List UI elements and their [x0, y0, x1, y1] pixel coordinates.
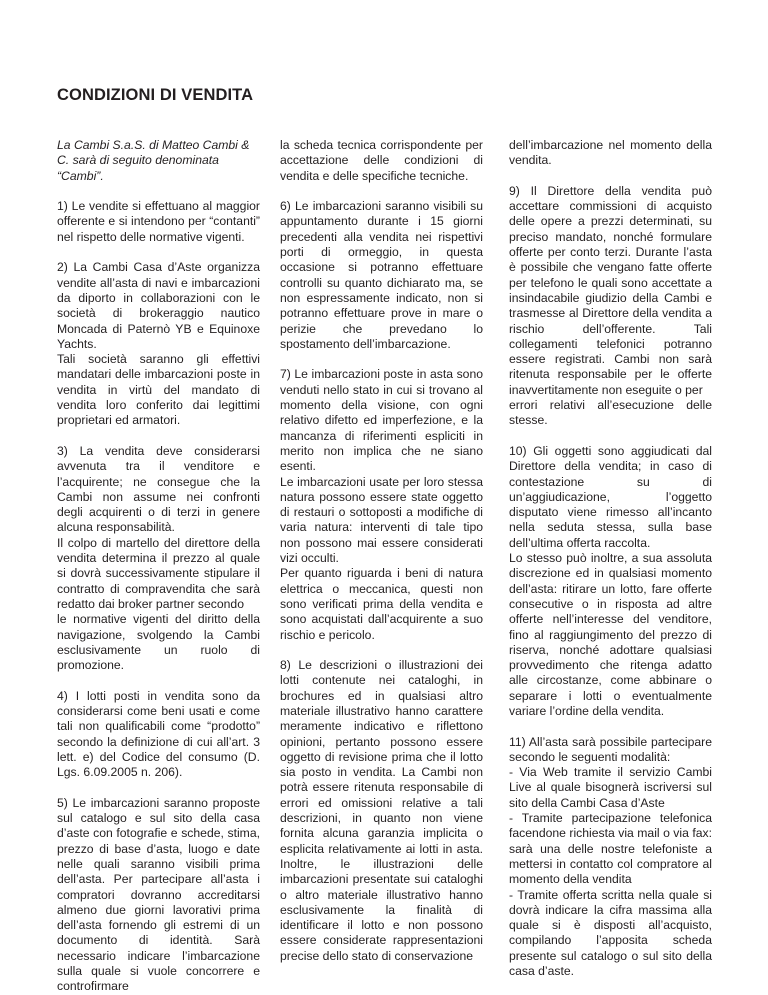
clause-3: 3) La vendita deve considerarsi avvenuta tra il venditore e l’acquirente; ne consegue che la Cambi non assume nei confronti degli acquirenti o di terzi in genere alcuna responsabilità. Il colpo di martello del direttore della vendita determina il prezzo al quale si dovrà successivamente stipulare il contratto di compravendita che sarà redatto dai broker partner secondo le normative vigenti del diritto della navigazione, svolgendo la Cambi esclusivamente un ruolo di promozione. — [57, 443, 260, 673]
clause-2: 2) La Cambi Casa d’Aste organizza vendite all’asta di navi e imbarcazioni da diporto in collaborazioni con le società di brokeraggio nautico Moncada di Paternò YB e Equinoxe Yachts. Tali società saranno gli effettivi mandatari delle imbarcazioni poste in vendita in virtù del mandato di vendita loro conferito dai legittimi proprietari ed armatori. — [57, 260, 260, 428]
intro-paragraph: La Cambi S.a.S. di Matteo Cambi & C. sarà di seguito denominata “Cambi”. — [57, 138, 250, 183]
clause-8-continued: dell’imbarcazione nel momento della vendita. — [509, 138, 712, 168]
clause-10: 10) Gli oggetti sono aggiudicati dal Direttore della vendita; in caso di contestazione su di un’aggiudicazione, l’oggetto disputato viene rimesso all’incanto nella seduta stessa, sulla base dell’ultima offerta raccolta. Lo stesso può inoltre, a sua assoluta discrezione ed in qualsiasi momento dell’asta: ritirare un lotto, fare offerte consecutive o in risposta ad altre offerte nell’interesse del venditore, fino al raggiungimento del prezzo di riserva, nonché adottare qualsiasi provvedimento che ritenga adatto alle circostanze, come abbinare o separare i lotti o eventualmente variare l’ordine della vendita. — [509, 443, 712, 718]
clause-9: 9) Il Direttore della vendita può accettare commissioni di acquisto delle opere a prezzi determinati, su preciso mandato, nonché formulare offerte per conto terzi. Durante l’asta è possibile che vengano fatte offerte per telefono le quali sono accettate a insindacabile giudizio della Cambi e trasmesse al Direttore della vendita a rischio dell’offerente. Tali collegamenti telefonici potranno essere registrati. Cambi non sarà ritenuta responsabile per le offerte inavvertitamente non eseguite o per errori relativi all’esecuzione delle stesse. — [509, 183, 712, 428]
clause-1: 1) Le vendite si effettuano al maggior offerente e si intendono per “contanti” nel rispetto delle normative vigenti. — [57, 199, 260, 244]
clause-5: 5) Le imbarcazioni saranno proposte sul catalogo e sul sito della casa d’aste con fotografie e schede, stima, prezzo di base d’asta, luogo e date nelle quali saranno visibili prima dell’asta. Per partecipare all’asta i compratori dovranno accreditarsi almeno due giorni lavorativi prima dell’asta fornendo gli estremi di un documento di identità. Sarà necessario indicare l’imbarcazione sulla quale si vuole concorrere e controfirmare — [57, 795, 260, 994]
clause-7: 7) Le imbarcazioni poste in asta sono venduti nello stato in cui si trovano al momento della visione, con ogni relativo difetto ed imperfezione, e la mancanza di riferimenti espliciti in merito non implica che ne siano esenti. Le imbarcazioni usate per loro stessa natura possono essere state oggetto di restauri o sottoposti a modifiche di varia natura: interventi di tale tipo non possono mai essere considerati vizi occulti. Per quanto riguarda i beni di natura elettrica o meccanica, questi non sono verificati prima della vendita e sono acquistati dall’acquirente a suo rischio e pericolo. — [280, 367, 483, 642]
clause-11: 11) All’asta sarà possibile partecipare secondo le seguenti modalità: - Via Web tramite il servizio Cambi Live al quale bisognerà iscriversi sul sito della Cambi Casa d’Aste - Tramite partecipazione telefonica facendone richiesta via mail o via fax: sarà una delle nostre telefoniste a mettersi in contatto col compratore al momento della vendita - Tramite offerta scritta nella quale si dovrà indicare la cifra massima alla quale si è disposti all’acquisto, compilando l’apposita scheda presente sul catalogo o sul sito della casa d’aste. — [509, 734, 712, 979]
text-column-right — [509, 138, 712, 979]
text-column-left — [57, 138, 260, 995]
clause-8: 8) Le descrizioni o illustrazioni dei lotti contenute nei cataloghi, in brochures ed in qualsiasi altro materiale illustrativo hanno carattere meramente indicativo e riflettono opinioni, pertanto possono essere oggetto di revisione prima che il lotto sia posto in vendita. La Cambi non potrà essere ritenuta responsabile di errori ed omissioni relative a tali descrizioni, in quanto non viene fornita alcuna garanzia implicita o esplicita relativamente ai lotti in asta. Inoltre, le illustrazioni delle imbarcazioni presentate sui cataloghi o altro materiale illustrativo hanno esclusivamente la finalità di identificare il lotto e non possono essere considerate rappresentazioni precise dello stato di conservazione — [280, 658, 483, 963]
clause-6: 6) Le imbarcazioni saranno visibili su appuntamento durante i 15 giorni precedenti alla vendita nei rispettivi porti di ormeggio, in questa occasione si potranno effettuare controlli su quanto dichiarato ma, se non espressamente indicato, non si potranno effettuare prove in mare o perizie che prevedano lo spostamento dell’imbarcazione. — [280, 199, 483, 351]
page-title: CONDIZIONI DI VENDITA — [57, 86, 254, 104]
text-column-middle — [280, 138, 483, 964]
clause-4: 4) I lotti posti in vendita sono da considerarsi come beni usati e come tali non qualificabili come “prodotto” secondo la definizione di cui all’art. 3 lett. e) del Codice del consumo (D. Lgs. 6.09.2005 n. 206). — [57, 688, 260, 780]
clause-5-continued: la scheda tecnica corrispondente per accettazione delle condizioni di vendita e delle specifiche tecniche. — [280, 138, 483, 183]
